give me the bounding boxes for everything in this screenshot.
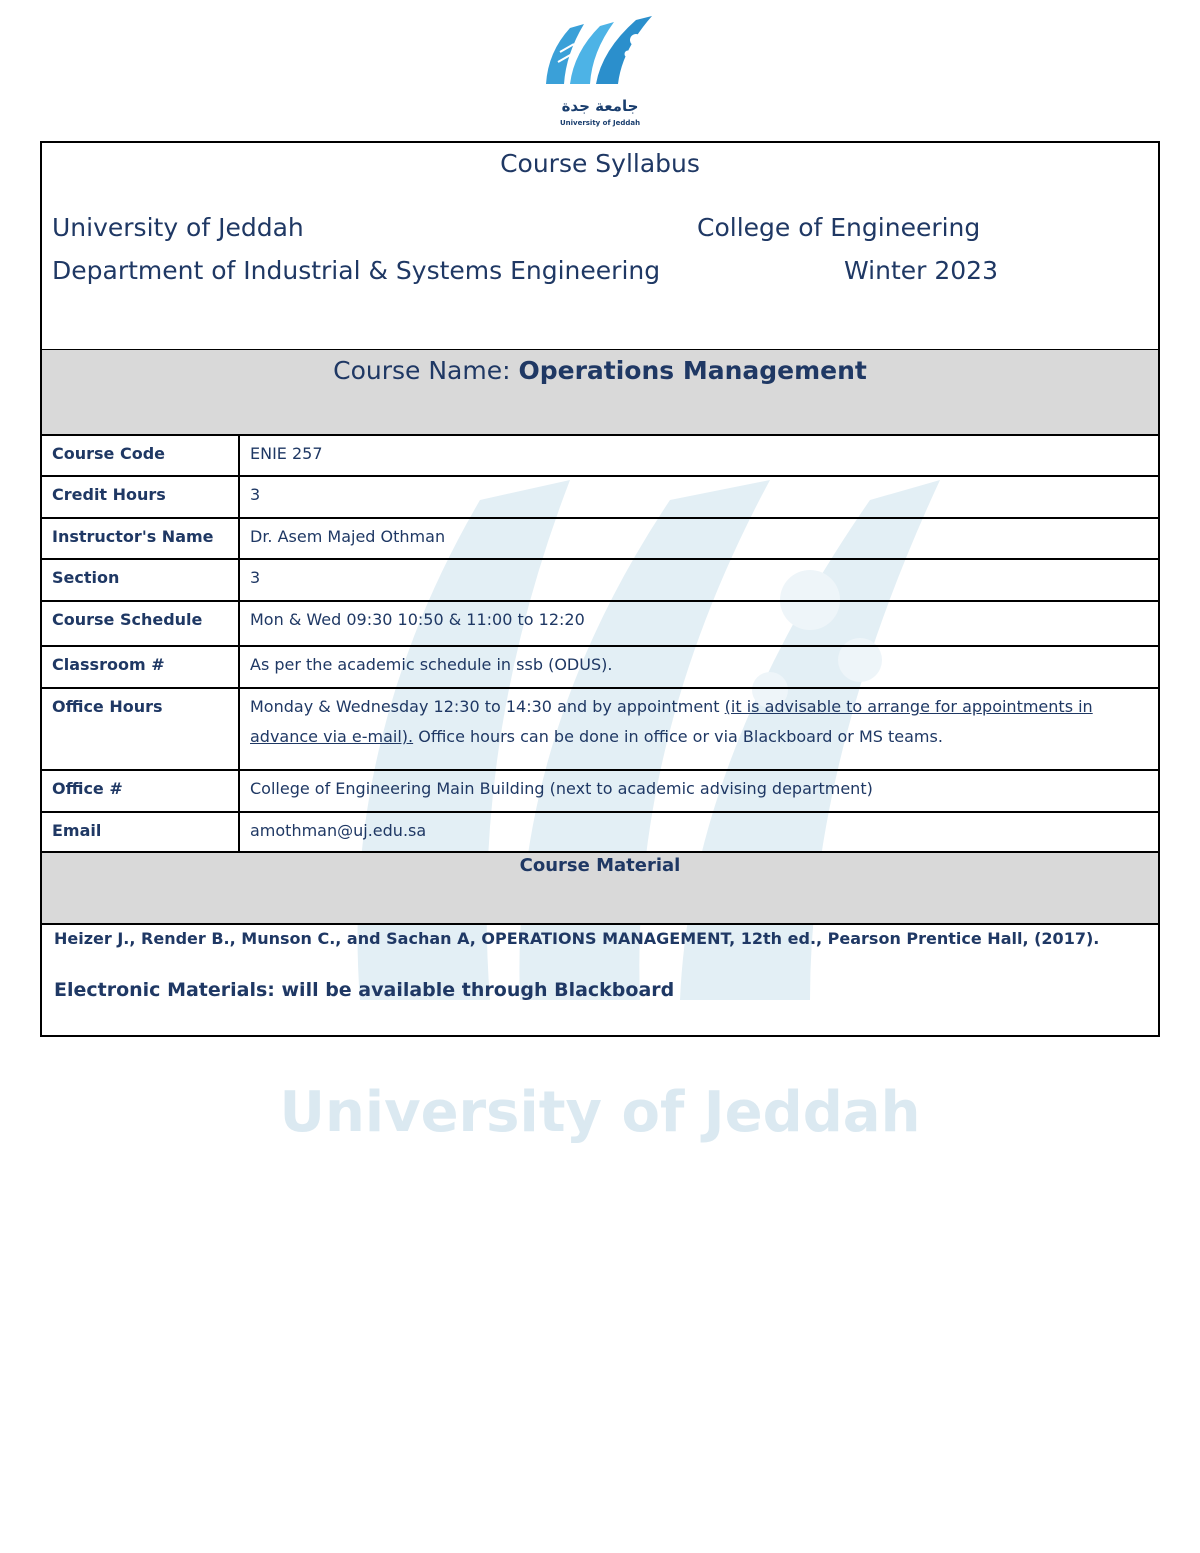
course-info-table [42,436,1158,853]
table-row [42,436,1158,476]
row-value: 3 [239,476,1158,518]
table-row [42,476,1158,518]
logo-arabic-name: جامعة جدة [561,97,639,115]
table-row [42,601,1158,646]
row-label: Credit Hours [42,476,239,518]
row-value[interactable] [239,812,1158,852]
university-emblem-icon [540,12,660,96]
email-link[interactable]: amothman@uj.edu.sa [250,821,427,840]
term-label: Winter 2023 [844,256,998,285]
logo-english-name: University of Jeddah [559,119,641,127]
table-row [42,688,1158,770]
syllabus-header [42,143,1158,351]
university-logo [540,12,660,130]
course-name-label: Course Name: [333,356,519,385]
row-value: College of Engineering Main Building (next to academic advising department) [239,770,1158,812]
row-label: Office Hours [42,688,239,770]
row-label: Classroom # [42,646,239,688]
row-label: Course Schedule [42,601,239,646]
row-label: Office # [42,770,239,812]
row-value: As per the academic schedule in ssb (ODUS). [239,646,1158,688]
row-label: Email [42,812,239,852]
office-hours-text: Monday & Wednesday 12:30 to 14:30 and by appointment [250,697,725,716]
course-name-section [42,350,1158,436]
college-name: College of Engineering [697,213,981,242]
syllabus-frame [40,141,1160,1037]
university-name: University of Jeddah [52,213,304,242]
table-row [42,518,1158,559]
row-label: Course Code [42,436,239,476]
department-name: Department of Industrial & Systems Engineering [52,256,661,285]
row-value: ENIE 257 [239,436,1158,476]
row-value: Dr. Asem Majed Othman [239,518,1158,559]
table-row [42,646,1158,688]
row-label: Section [42,559,239,601]
table-row [42,812,1158,852]
textbook-reference: Heizer J., Render B., Munson C., and Sachan A, OPERATIONS MANAGEMENT, 12th ed., Pearson Prentice Hall, (2017). [54,929,1100,948]
row-value: 3 [239,559,1158,601]
page-title: Course Syllabus [500,149,700,178]
electronic-materials: Electronic Materials: will be available through Blackboard [54,979,675,1001]
office-hours-note: Office hours can be done in office or via Blackboard or MS teams. [413,727,943,746]
course-material-title: Course Material [519,855,681,876]
row-label: Instructor's Name [42,518,239,559]
watermark-text: University of Jeddah [279,1080,921,1145]
table-row [42,770,1158,812]
course-name-value: Operations Management [518,356,867,385]
course-name [42,356,1158,385]
table-row [42,559,1158,601]
office-hours-advice: (it is advisable to arrange for appointments in advance via e-mail). [250,697,1093,746]
row-value: Mon & Wed 09:30 10:50 & 11:00 to 12:20 [239,601,1158,646]
row-value [239,688,1158,770]
course-material-section [42,853,1158,925]
